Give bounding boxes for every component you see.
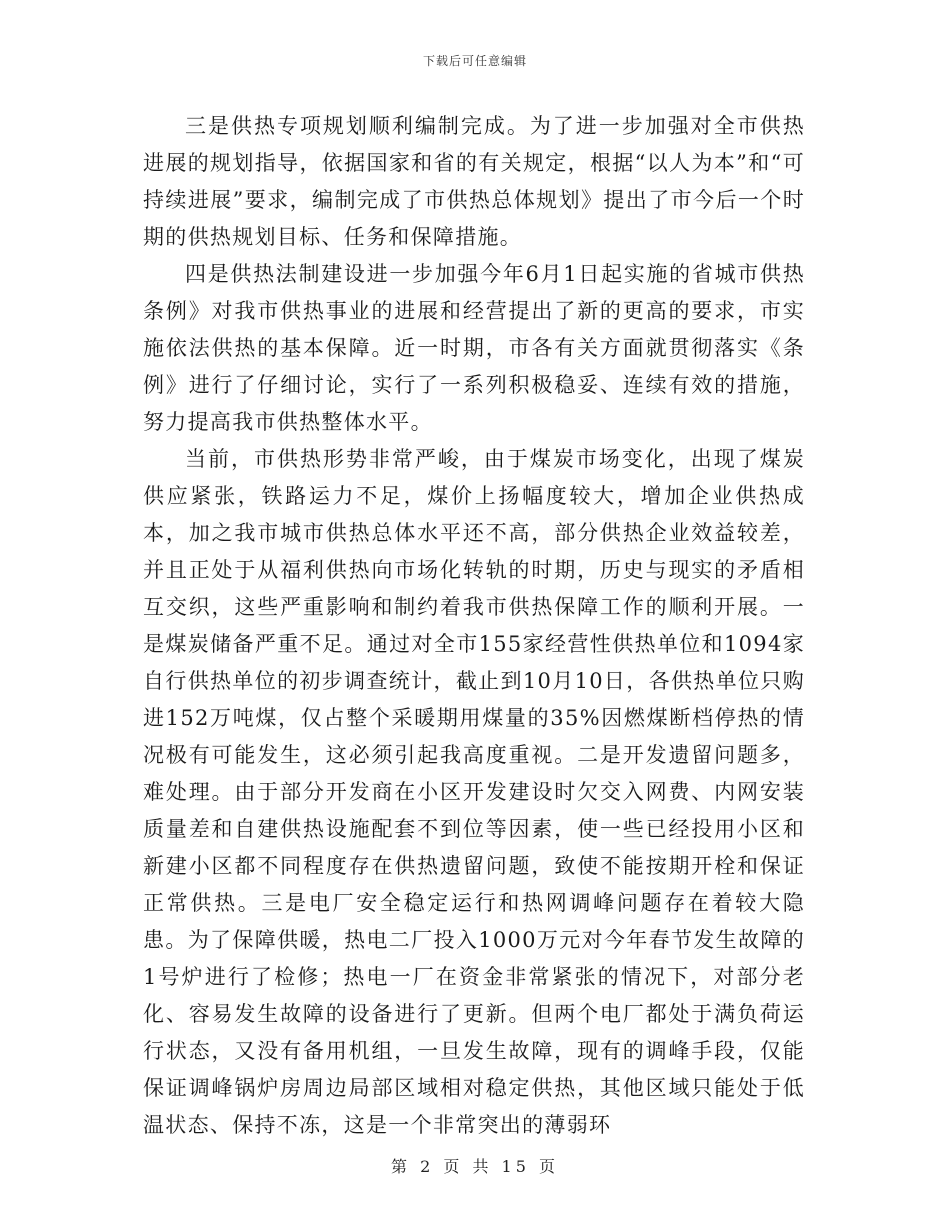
paragraph-legislation: 四是供热法制建设进一步加强今年6月1日起实施的省城市供热条例》对我市供热事业的进展和经营提出了新的更高的要求，市实施依法供热的基本保障。近一时期，市各有关方面就贯彻落实《条例》进行了仔细讨论，实行了一系列积极稳妥、连续有效的措施，努力提高我市供热整体水平。 <box>143 262 805 434</box>
page-number: 第 2 页 共 15 页 <box>391 1157 559 1176</box>
document-body <box>143 108 805 1144</box>
paragraph-current-situation: 当前，市供热形势非常严峻，由于煤炭市场变化，出现了煤炭供应紧张，铁路运力不足，煤价上扬幅度较大，增加企业供热成本，加之我市城市供热总体水平还不高，部分供热企业效益较差，并且正处于从福利供热向市场化转轨的时期，历史与现实的矛盾相互交织，这些严重影响和制约着我市供热保障工作的顺利开展。一是煤炭储备严重不足。通过对全市155家经营性供热单位和1094家自行供热单位的初步调查统计，截止到10月10日，各供热单位只购进152万吨煤，仅占整个采暖期用煤量的35%因燃煤断档停热的情况极有可能发生，这必须引起我高度重视。二是开发遗留问题多，难处理。由于部分开发商在小区开发建设时欠交入网费、内网安装质量差和自建供热设施配套不到位等因素，使一些已经投用小区和新建小区都不同程度存在供热遗留问题，致使不能按期开栓和保证正常供热。三是电厂安全稳定运行和热网调峰问题存在着较大隐患。为了保障供暖，热电二厂投入1000万元对今年春节发生故障的1号炉进行了检修；热电一厂在资金非常紧张的情况下，对部分老化、容易发生故障的设备进行了更新。但两个电厂都处于满负荷运行状态，又没有备用机组，一旦发生故障，现有的调峰手段，仅能保证调峰锅炉房周边局部区域相对稳定供热，其他区域只能处于低温状态、保持不冻，这是一个非常突出的薄弱环 <box>143 447 805 1137</box>
header-note: 下载后可任意编辑 <box>422 54 527 68</box>
paragraph-planning: 三是供热专项规划顺利编制完成。为了进一步加强对全市供热进展的规划指导，依据国家和省的有关规定，根据“以人为本”和“可持续进展”要求，编制完成了市供热总体规划》提出了市今后一个时期的供热规划目标、任务和保障措施。 <box>143 114 805 249</box>
